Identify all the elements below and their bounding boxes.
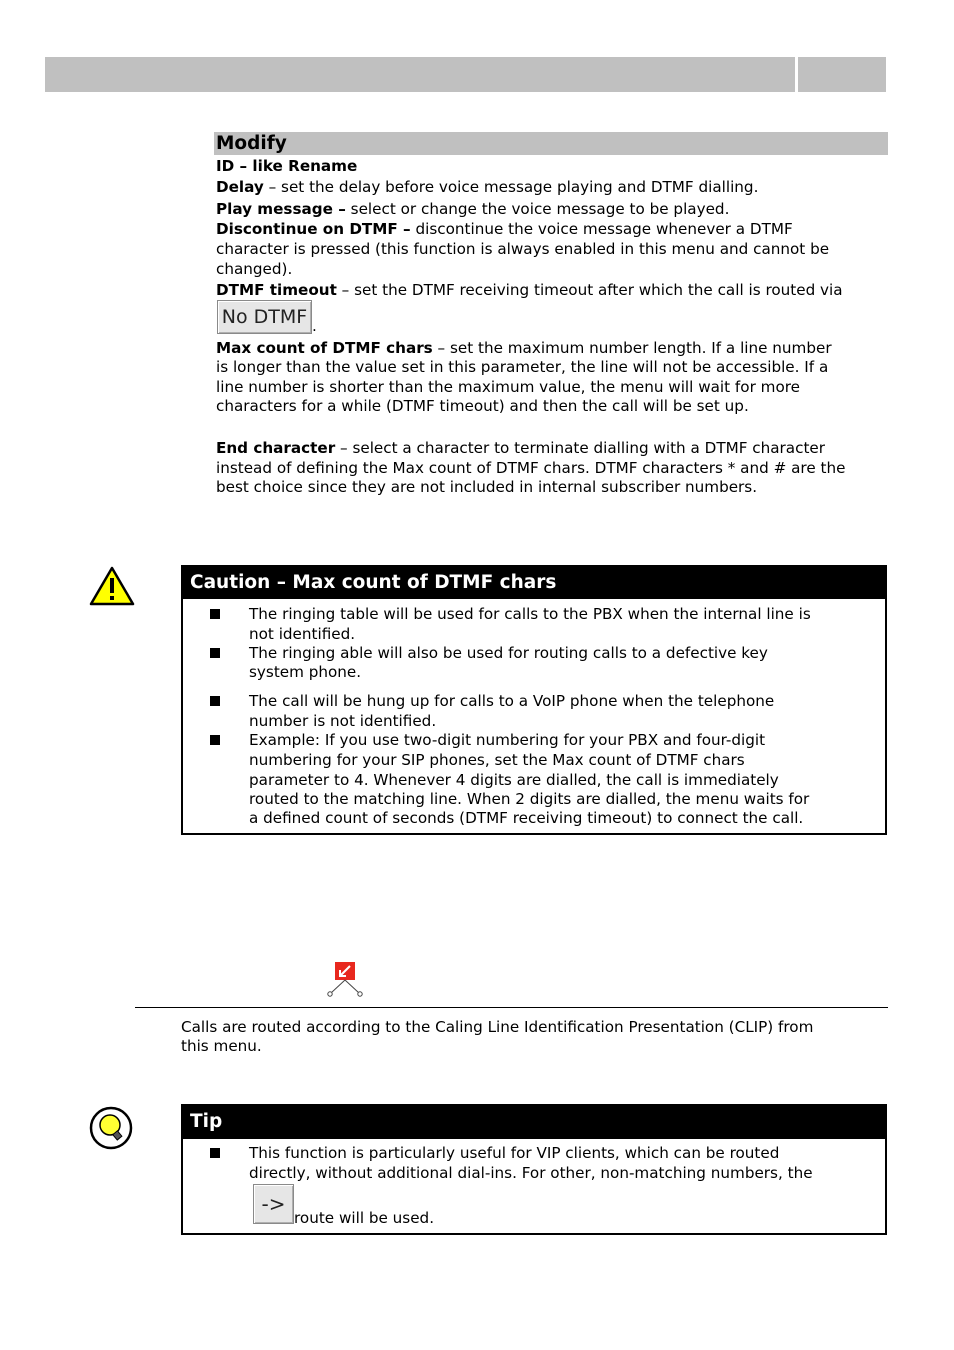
caution-item-4-line-2: numbering for your SIP phones, set the Max count of DTMF chars — [249, 751, 745, 769]
clip-text-line-2: this menu. — [181, 1037, 262, 1055]
end-character-line-3: best choice since they are not included in internal subscriber numbers. — [216, 478, 758, 496]
end-character-line-1 — [216, 438, 825, 458]
caution-item-3-line-1: The call will be hung up for calls to a VoIP phone when the telephone — [249, 692, 775, 710]
caution-bullet-1 — [210, 609, 220, 619]
no-dtmf-period: . — [312, 317, 317, 335]
discontinue-label: Discontinue on DTMF – — [216, 220, 411, 238]
max-count-line-1 — [216, 338, 832, 358]
page-header-bar — [45, 57, 886, 92]
modify-title: Modify — [216, 133, 287, 154]
caution-title: Caution – Max count of DTMF chars — [183, 567, 885, 599]
dtmf-timeout-text: – set the DTMF receiving timeout after which the call is routed via — [336, 281, 843, 299]
discontinue-text-1: discontinue the voice message whenever a DTMF — [410, 220, 793, 238]
tip-item-1-line-2: directly, without additional dial-ins. For other, non-matching numbers, the — [249, 1164, 813, 1182]
tip-bullet-1 — [210, 1148, 220, 1158]
section-divider — [135, 1007, 888, 1008]
play-message-label: Play message – — [216, 200, 346, 218]
max-count-label: Max count of DTMF chars — [216, 339, 433, 357]
caution-item-2-line-1: The ringing able will also be used for routing calls to a defective key — [249, 644, 768, 662]
tip-item-1-line-1: This function is particularly useful for VIP clients, which can be routed — [249, 1144, 780, 1162]
caution-bullet-4 — [210, 735, 220, 745]
max-count-text-1: – set the maximum number length. If a line number — [432, 339, 832, 357]
lightbulb-icon — [88, 1105, 134, 1151]
id-line: ID – like Rename — [216, 157, 358, 175]
max-count-line-3: line number is shorter than the maximum value, the menu will wait for more — [216, 378, 800, 396]
max-count-line-4: characters for a while (DTMF timeout) and then the call will be set up. — [216, 397, 749, 415]
caution-item-4-line-3: parameter to 4. Whenever 4 digits are dialled, the call is immediately — [249, 771, 779, 789]
caution-item-2-line-2: system phone. — [249, 663, 362, 681]
clip-routing-icon — [326, 960, 366, 998]
route-arrow-button[interactable]: -> — [253, 1184, 294, 1224]
end-character-label: End character — [216, 439, 336, 457]
end-character-text-1: – select a character to terminate dialling with a DTMF character — [335, 439, 825, 457]
caution-item-3-line-2: number is not identified. — [249, 712, 437, 730]
caution-item-1-line-1: The ringing table will be used for calls to the PBX when the internal line is — [249, 605, 811, 623]
play-message-text: select or change the voice message to be played. — [345, 200, 730, 218]
no-dtmf-button[interactable]: No DTMF — [217, 300, 312, 334]
dtmf-timeout-label: DTMF timeout — [216, 281, 337, 299]
play-message-paragraph — [216, 199, 729, 219]
discontinue-line-3: changed). — [216, 260, 293, 278]
clip-text-line-1: Calls are routed according to the Caling Line Identification Presentation (CLIP) from — [181, 1018, 814, 1036]
tip-title: Tip — [183, 1106, 885, 1139]
warning-triangle-icon — [89, 566, 135, 606]
caution-item-4-line-1: Example: If you use two-digit numbering for your PBX and four-digit — [249, 731, 766, 749]
delay-paragraph — [216, 177, 758, 197]
max-count-line-2: is longer than the value set in this parameter, the line will not be accessible. If a — [216, 358, 829, 376]
header-separator — [795, 57, 798, 92]
caution-bullet-3 — [210, 696, 220, 706]
modify-section-heading — [214, 132, 888, 155]
dtmf-timeout-line — [216, 280, 843, 300]
caution-bullet-2 — [210, 648, 220, 658]
caution-item-1-line-2: not identified. — [249, 625, 356, 643]
caution-item-4-line-5: a defined count of seconds (DTMF receiving timeout) to connect the call. — [249, 809, 804, 827]
delay-text: – set the delay before voice message playing and DTMF dialling. — [263, 178, 759, 196]
discontinue-line-2: character is pressed (this function is always enabled in this menu and cannot be — [216, 240, 830, 258]
end-character-line-2: instead of defining the Max count of DTMF chars. DTMF characters * and # are the — [216, 459, 846, 477]
discontinue-line-1 — [216, 219, 793, 239]
tip-item-1-line-3: route will be used. — [294, 1209, 435, 1227]
delay-label: Delay — [216, 178, 264, 196]
caution-item-4-line-4: routed to the matching line. When 2 digits are dialled, the menu waits for — [249, 790, 810, 808]
